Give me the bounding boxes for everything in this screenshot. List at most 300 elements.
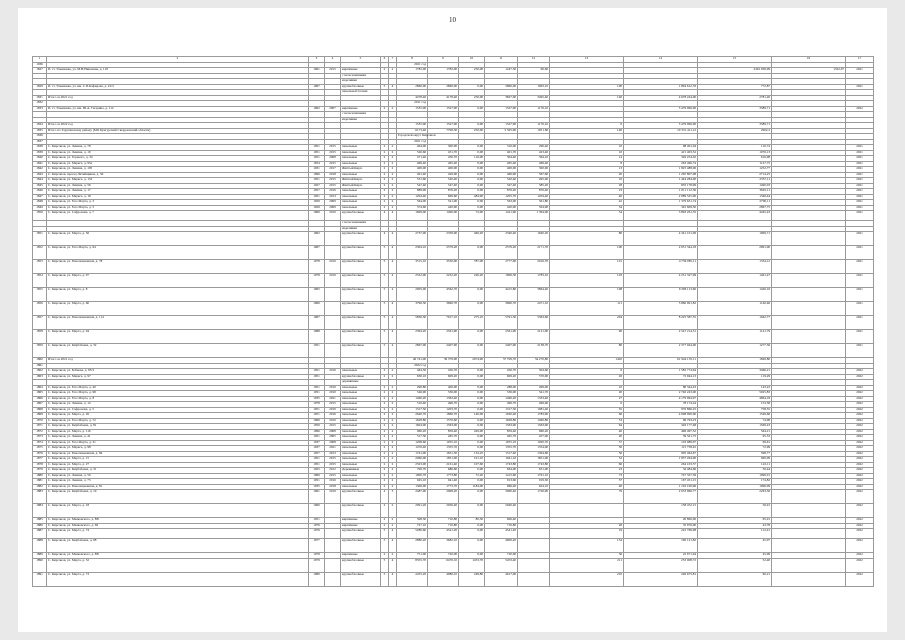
table-cell: крупноблочные	[341, 288, 381, 302]
table-cell: 686,60	[428, 468, 459, 474]
address-cell: С. Кирсанов, ул. Ленина, д. 14	[47, 402, 309, 408]
table-cell: 1 444 284,00	[624, 178, 698, 184]
table-cell: 456,70	[485, 369, 518, 375]
table-cell: 1860,70	[428, 413, 459, 419]
column-number: 17	[846, 57, 874, 63]
column-number: 5	[341, 57, 381, 63]
table-cell: 1956	[309, 424, 325, 430]
table-cell: 0,00	[459, 424, 485, 430]
table-cell: 1996	[309, 172, 325, 178]
table-cell: 101,10	[459, 457, 485, 463]
table-cell: 4	[389, 274, 397, 288]
table-cell: 484,90	[459, 194, 485, 200]
table-cell: 2561,90	[485, 330, 518, 344]
address-cell: Итого по Тарутинскому району (МО Кунгурский Свердловский области)	[47, 128, 309, 134]
table-cell: 1851,00	[428, 457, 459, 463]
table-cell: 1 894 612,76	[624, 84, 698, 90]
table-cell: 0,00	[459, 150, 485, 156]
table-cell: 1951	[309, 462, 325, 468]
table-cell: 1951	[309, 344, 325, 358]
table-cell: 112,41	[698, 529, 772, 539]
table-cell: панельные	[341, 150, 381, 156]
table-cell: 0,00	[459, 504, 485, 518]
table-cell: 2022	[846, 440, 874, 446]
table-cell: 919,50	[518, 479, 550, 485]
table-cell: 1875	[33, 446, 47, 452]
table-cell: панельные	[341, 200, 381, 206]
table-cell	[772, 529, 846, 539]
table-cell: 103 089,07	[624, 440, 698, 446]
table-cell: 2021	[846, 68, 874, 74]
table-cell: 3682,10	[428, 539, 459, 553]
table-cell: 1878	[33, 462, 47, 468]
table-cell: 42	[550, 200, 624, 206]
table-cell: 0,00	[459, 391, 485, 397]
table-cell: 758,55	[698, 407, 772, 413]
table-cell	[518, 572, 550, 586]
table-cell: 0,00	[459, 172, 485, 178]
table-cell: кирпичные	[341, 553, 381, 559]
address-cell: С. Кирсанов, ул. Марта, д. 56	[47, 232, 309, 246]
table-cell: 1876	[33, 451, 47, 457]
table-cell: 2022	[846, 385, 874, 391]
table-cell: 2	[389, 369, 397, 375]
table-cell: 2	[381, 413, 389, 419]
table-cell: 304,40	[485, 156, 518, 162]
table-cell: 1889	[33, 553, 47, 559]
table-cell: панельной блочки	[341, 90, 381, 96]
table-cell	[772, 344, 846, 358]
table-cell: 250,00	[459, 95, 485, 101]
table-cell: 2016	[325, 407, 341, 413]
table-cell: 747 327,59	[624, 473, 698, 479]
table-cell: 456,70	[428, 369, 459, 375]
table-cell: 1891	[33, 572, 47, 586]
table-cell: 2022	[846, 529, 874, 539]
table-cell: 1140,46	[698, 302, 772, 316]
table-cell	[772, 211, 846, 221]
table-cell: 6173,40	[397, 128, 428, 134]
table-cell: 0,00	[459, 205, 485, 211]
table-cell: 45,09	[698, 553, 772, 559]
table-cell: 2022	[846, 479, 874, 485]
table-cell	[325, 529, 341, 539]
table-cell: 2074,90	[459, 358, 485, 364]
table-cell: 1976	[309, 523, 325, 529]
table-cell: 1951	[309, 374, 325, 380]
table-cell: 913,60	[485, 479, 518, 485]
table-cell: 520,60	[397, 150, 428, 156]
table-cell: панельные	[341, 451, 381, 457]
address-cell: С. Кирсанов, ул. 8 по Марта, д. 94	[47, 246, 309, 260]
table-cell: 606,40	[485, 518, 518, 524]
table-cell: 1355,70	[428, 446, 459, 452]
table-cell: 1252,77	[698, 167, 772, 173]
table-cell: 1850	[33, 211, 47, 221]
table-cell: деревянные	[341, 380, 381, 386]
table-cell: 1322,07	[772, 68, 846, 74]
table-cell: 2	[381, 374, 389, 380]
table-cell: 27	[550, 396, 624, 402]
table-cell: 772,87	[698, 84, 772, 90]
table-cell: 0,00	[459, 539, 485, 553]
table-cell: 2022	[846, 468, 874, 474]
table-cell: 859,40	[428, 429, 459, 435]
table-cell: панельные	[341, 156, 381, 162]
table-cell: 7917,10	[428, 316, 459, 330]
table-cell: 143,22	[698, 385, 772, 391]
table-cell: 0,00	[459, 418, 485, 424]
table-cell: 1127,75	[698, 161, 772, 167]
table-cell: 250,00	[459, 68, 485, 74]
table-cell: 10	[550, 178, 624, 184]
table-cell: 465,40	[485, 161, 518, 167]
table-cell: 246 675,81	[624, 572, 698, 586]
table-cell: 1951	[309, 145, 325, 151]
table-cell: 99 793,23	[624, 418, 698, 424]
table-cell: 2	[389, 178, 397, 184]
table-cell: 720,00	[485, 553, 518, 559]
register-table	[32, 56, 874, 587]
table-cell: 2	[389, 479, 397, 485]
table-cell: 98 491,04	[624, 145, 698, 151]
table-cell: 6	[550, 402, 624, 408]
table-cell: 10 331 411,12	[624, 128, 698, 134]
table-cell	[772, 274, 846, 288]
table-cell: панельные	[341, 407, 381, 413]
table-cell: 2022	[846, 374, 874, 380]
table-cell: 2022	[846, 402, 874, 408]
table-cell: 0,00	[459, 84, 485, 90]
table-cell: изделиями	[341, 117, 381, 123]
table-cell: 0,00	[459, 385, 485, 391]
table-cell: 469,40	[397, 161, 428, 167]
table-cell: 464,50	[397, 369, 428, 375]
table-cell: 1 265 807,08	[624, 172, 698, 178]
address-cell: С. Кирсанов, ул. Ленина, д. 56	[47, 183, 309, 189]
table-cell: 2	[389, 462, 397, 468]
table-cell: 966,40	[485, 484, 518, 490]
table-cell: 0,00	[459, 200, 485, 206]
table-cell: 0,00	[459, 446, 485, 452]
table-cell: Жёлтый Кирп.	[341, 183, 381, 189]
table-cell: кирпичные	[341, 523, 381, 529]
table-cell: 64	[550, 424, 624, 430]
column-number: 16	[772, 57, 846, 63]
table-cell	[325, 330, 341, 344]
table-cell: 2022	[846, 391, 874, 397]
table-cell: 2009	[325, 200, 341, 206]
address-cell: С. Кирсанов, ул. Марта, д. 97	[47, 274, 309, 288]
table-row	[33, 288, 874, 302]
table-cell: 222 769,08	[624, 529, 698, 539]
table-cell: 2	[389, 156, 397, 162]
table-cell: 5 479 096,00	[624, 123, 698, 129]
table-cell: 2021	[846, 211, 874, 221]
table-cell: 465,40	[428, 161, 459, 167]
table-cell: 1979	[309, 558, 325, 572]
table-cell: 2019	[325, 490, 341, 504]
table-cell: 26	[550, 374, 624, 380]
table-cell: 23	[550, 189, 624, 195]
table-cell	[772, 330, 846, 344]
table-cell: 3589,71	[698, 106, 772, 112]
table-cell: 2	[389, 468, 397, 474]
table-cell: 60,21	[698, 572, 772, 586]
table-cell: 5791,30	[485, 316, 518, 330]
table-cell: 1868	[33, 407, 47, 413]
table-cell: 457,00	[518, 435, 550, 441]
table-cell: 1978	[309, 553, 325, 559]
table-cell: с незаселенными	[341, 221, 381, 227]
table-cell: 1966	[309, 302, 325, 316]
table-cell: 5	[381, 558, 389, 572]
table-cell: изделиями	[341, 226, 381, 232]
table-cell: 1874	[33, 440, 47, 446]
table-cell: 1743,80	[518, 462, 550, 468]
table-cell: 3827,00	[485, 95, 518, 101]
table-cell: 5 505,90	[485, 128, 518, 134]
table-cell: 0,00	[459, 523, 485, 529]
table-cell: 2015	[325, 457, 341, 463]
table-cell: 751,00	[397, 553, 428, 559]
table-cell: 2022	[846, 451, 874, 457]
table-cell: 1851	[33, 232, 47, 246]
table-cell: 53	[550, 418, 624, 424]
table-cell: 2005,00	[397, 288, 428, 302]
table-cell: 1886	[33, 523, 47, 529]
table-cell: 72,20	[459, 473, 485, 479]
table-cell: 1782,00	[397, 68, 428, 74]
table-cell: 1306,00	[397, 484, 428, 490]
table-cell: 1170,10	[518, 106, 550, 112]
table-cell: 4478,40	[397, 95, 428, 101]
table-cell: 2	[381, 200, 389, 206]
table-cell: 0,00	[459, 246, 485, 260]
table-cell: 2	[381, 518, 389, 524]
table-cell: 1867	[33, 402, 47, 408]
table-cell: 4	[389, 572, 397, 586]
table-cell: 1931	[309, 167, 325, 173]
table-cell: 5 479 096,00	[624, 106, 698, 112]
table-cell: 60	[550, 413, 624, 419]
table-cell: 2	[381, 440, 389, 446]
table-cell: 469,00	[518, 402, 550, 408]
table-cell: 56,91	[698, 504, 772, 518]
table-cell: 2021	[846, 167, 874, 173]
table-cell: 8355,70	[397, 558, 428, 572]
table-cell: 1304,60	[518, 451, 550, 457]
table-cell: 0,00	[459, 440, 485, 446]
table-cell: 60	[550, 462, 624, 468]
table-cell: 2	[381, 407, 389, 413]
table-cell: 1962	[309, 106, 325, 112]
table-cell: панельные	[341, 435, 381, 441]
table-cell: 2022	[846, 558, 874, 572]
table-cell: 40	[550, 194, 624, 200]
table-cell: 14	[550, 156, 624, 162]
table-cell: 78 174,24	[624, 402, 698, 408]
address-cell: С. Кирсанов, ул. Марта, д. 15	[47, 457, 309, 463]
table-cell: 2252,20	[428, 274, 459, 288]
table-row	[33, 316, 874, 330]
table-cell: 10	[550, 150, 624, 156]
table-cell: 1570,60	[428, 418, 459, 424]
table-cell: 2011 год	[397, 101, 428, 107]
table-cell: 140	[550, 128, 624, 134]
table-cell: 1858	[33, 330, 47, 344]
table-cell: 1849,80	[698, 358, 772, 364]
table-cell: 1996	[309, 429, 325, 435]
table-cell: 510,40	[397, 402, 428, 408]
table-cell: 3515,10	[397, 260, 428, 274]
table-cell: 1208,60	[397, 440, 428, 446]
table-cell: 34	[550, 205, 624, 211]
table-cell: 50	[550, 446, 624, 452]
table-cell: 2	[381, 194, 389, 200]
table-cell: 1453,70	[459, 558, 485, 572]
address-cell: С. Кирсанов, ул. 8 по Марта, д. 31	[47, 440, 309, 446]
table-cell: 2	[389, 424, 397, 430]
table-cell: 2902,2	[698, 128, 772, 134]
table-cell: 300,00	[428, 145, 459, 151]
table-cell: 2263,56	[698, 490, 772, 504]
table-cell: 1900,70	[397, 473, 428, 479]
table-cell: 3645,11	[698, 189, 772, 195]
table-cell: 0	[550, 123, 624, 129]
table-cell: 2021	[846, 302, 874, 316]
table-cell: 61 944 135,11	[624, 358, 698, 364]
table-cell: 1977	[309, 539, 325, 553]
table-cell: 1839	[33, 150, 47, 156]
table-cell: 34 270,80	[518, 358, 550, 364]
table-cell: 1988	[309, 330, 325, 344]
table-row	[33, 246, 874, 260]
table-cell: 288,00	[485, 385, 518, 391]
table-cell: 2021	[325, 396, 341, 402]
table-cell: 1628,80	[397, 418, 428, 424]
table-cell: 2	[381, 167, 389, 173]
table-cell: 1862	[33, 369, 47, 375]
address-cell: С. Кирсанов, ул. Марта, д. 73	[47, 572, 309, 586]
table-cell: 2860,00	[428, 84, 459, 90]
table-cell: 119,29	[698, 374, 772, 380]
table-cell: 2021	[846, 260, 874, 274]
table-cell: 73	[550, 473, 624, 479]
table-cell: 2021	[846, 205, 874, 211]
table-cell: 520,40	[485, 178, 518, 184]
table-cell: 5280,60	[397, 529, 428, 539]
table-cell: 651,00	[518, 468, 550, 474]
table-cell: 716,80	[428, 523, 459, 529]
table-cell: 2008	[325, 156, 341, 162]
table-cell: 624,10	[518, 484, 550, 490]
table-cell: 1951	[309, 150, 325, 156]
table-cell: 1204,40	[397, 194, 428, 200]
table-cell: 1170,10	[518, 123, 550, 129]
table-cell: 4	[389, 316, 397, 330]
table-cell: 1527,90	[428, 106, 459, 112]
table-cell: 1490,00	[428, 211, 459, 221]
table-cell: 2009	[325, 205, 341, 211]
table-cell: 1961	[309, 490, 325, 504]
table-cell: 2407,90	[428, 344, 459, 358]
table-cell: 3	[389, 490, 397, 504]
table-cell: 465,70	[485, 435, 518, 441]
table-cell: 876,40	[518, 189, 550, 195]
table-cell: 0,00	[459, 161, 485, 167]
table-cell: 400,00	[428, 385, 459, 391]
table-cell: 1859	[33, 344, 47, 358]
table-cell: 36	[550, 553, 624, 559]
table-cell: 4178,40	[428, 95, 459, 101]
table-cell: 253 008,72	[624, 558, 698, 572]
table-cell: 1954	[309, 161, 325, 167]
table-cell: 669,60	[428, 194, 459, 200]
table-cell: 2021	[846, 274, 874, 288]
table-cell: 2579,20	[485, 246, 518, 260]
table-cell: 1880	[33, 473, 47, 479]
address-cell: С. Кирсанов, ул. Сафронова, д. 5	[47, 407, 309, 413]
table-cell: 2	[381, 553, 389, 559]
table-cell: 664,00	[485, 468, 518, 474]
address-cell: С. Кирсанов, ул. Марта, д. 27	[47, 462, 309, 468]
table-cell: панельные	[341, 391, 381, 397]
table-cell: 1063,10	[518, 84, 550, 90]
table-cell: 0,00	[459, 344, 485, 358]
table-cell: 3090,40	[485, 490, 518, 504]
table-cell: 2	[381, 523, 389, 529]
table-cell: 1354,00	[518, 446, 550, 452]
table-cell: 2	[381, 504, 389, 518]
table-cell: 2 547 214,51	[624, 330, 698, 344]
table-cell: 2021	[846, 172, 874, 178]
table-cell: 4	[389, 330, 397, 344]
address-cell: С. Кирсанов, ул. Ленина, д. 17	[47, 189, 309, 195]
table-cell: 5	[381, 288, 389, 302]
table-cell: 2010	[325, 274, 341, 288]
table-cell: 2010	[325, 260, 341, 274]
table-cell: 2021 год	[397, 62, 428, 68]
table-cell: 1569,43	[698, 424, 772, 430]
address-cell: С. Кирсанов, ул. Марта, д. 26	[47, 413, 309, 419]
table-cell: 2022	[846, 435, 874, 441]
table-cell: 1 825 488,06	[624, 167, 698, 173]
table-cell: 2015	[325, 145, 341, 151]
table-cell: 4864,18	[698, 396, 772, 402]
table-cell: 1962	[309, 232, 325, 246]
address-cell: С. Кирсанов, ул. Марта, д. 52	[47, 558, 309, 572]
table-cell: 1205,70	[485, 194, 518, 200]
table-cell: 3796,30	[397, 302, 428, 316]
table-cell: 0,00	[459, 302, 485, 316]
table-cell: 101	[550, 260, 624, 274]
address-cell: С. Кирсанов, ул. 8 по Марта, д. 3	[47, 200, 309, 206]
table-cell: 250,00	[459, 128, 485, 134]
table-cell: панельные	[341, 418, 381, 424]
table-row	[33, 211, 874, 221]
table-cell: 2021	[846, 161, 874, 167]
table-cell: 1872	[33, 429, 47, 435]
table-cell: 90	[550, 330, 624, 344]
table-cell: 1854	[33, 274, 47, 288]
table-cell: крупноблочные	[341, 316, 381, 330]
table-cell: 4	[389, 344, 397, 358]
table-cell: 499,00	[518, 385, 550, 391]
table-cell: 2010	[325, 418, 341, 424]
table-row	[33, 232, 874, 246]
table-cell: 10	[550, 145, 624, 151]
